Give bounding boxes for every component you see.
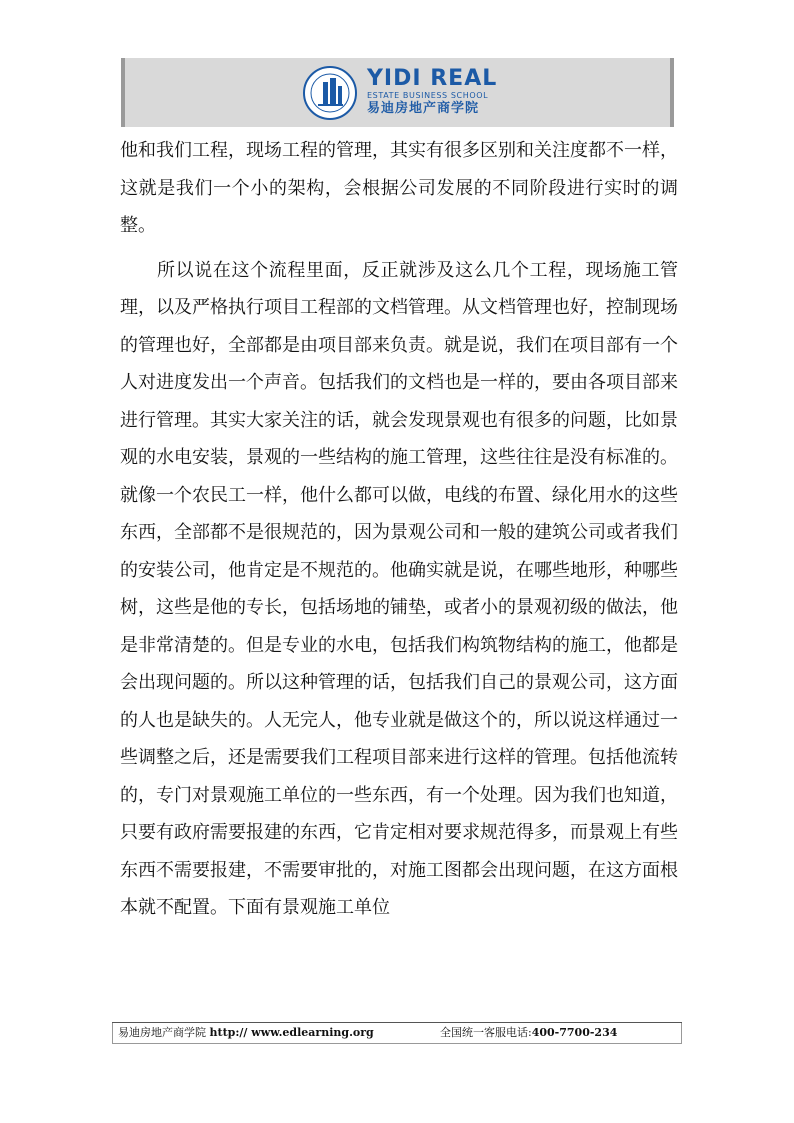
footer-left	[118, 1026, 374, 1040]
logo-subtitle: ESTATE BUSINESS SCHOOL	[367, 91, 489, 100]
footer-divider	[112, 1022, 682, 1023]
logo-chinese-name: 易迪房地产商学院	[367, 101, 480, 116]
footer-service-phone: 400-7700-234	[531, 1026, 618, 1039]
paragraph: 他和我们工程，现场工程的管理，其实有很多区别和关注度都不一样，这就是我们一个小的架构，会根据公司发展的不同阶段进行实时的调整。	[120, 140, 678, 236]
footer-service-label: 全国统一客服电话:	[440, 1026, 532, 1039]
footer-right	[440, 1026, 617, 1040]
logo-text	[367, 68, 627, 117]
school-emblem-icon	[302, 65, 358, 121]
logo-title: YIDI REAL	[367, 66, 498, 91]
footer-school-name: 易迪房地产商学院	[118, 1026, 206, 1039]
footer-url-link[interactable]: http:// www.edlearning.org	[209, 1026, 374, 1039]
document-body	[120, 132, 678, 934]
paragraph: 所以说在这个流程里面，反正就涉及这么几个工程，现场施工管理，以及严格执行项目工程部的文档管理。从文档管理也好，控制现场的管理也好，全部都是由项目部来负责。就是说，我们在项目部有一个人对进度发出一个声音。包括我们的文档也是一样的，要由各项目部来进行管理。其实大家关注的话，就会发现景观也有很多的问题，比如景观的水电安装，景观的一些结构的施工管理，这些往往是没有标准的。就像一个农民工一样，他什么都可以做，电线的布置、绿化用水的这些东西，全部都不是很规范的，因为景观公司和一般的建筑公司或者我们的安装公司，他肯定是不规范的。他确实就是说，在哪些地形，种哪些树，这些是他的专长，包括场地的铺垫，或者小的景观初级的做法，他是非常清楚的。但是专业的水电，包括我们构筑物结构的施工，他都是会出现问题的。所以这种管理的话，包括我们自己的景观公司，这方面的人也是缺失的。人无完人，他专业就是做这个的，所以说这样通过一些调整之后，还是需要我们工程项目部来进行这样的管理。包括他流转的，专门对景观施工单位的一些东西，有一个处理。因为我们也知道，只要有政府需要报建的东西，它肯定相对要求规范得多，而景观上有些东西不需要报建，不需要审批的，对施工图都会出现问题，在这方面根本就不配置。下面有景观施工单位	[120, 259, 678, 918]
header-banner	[121, 58, 674, 127]
